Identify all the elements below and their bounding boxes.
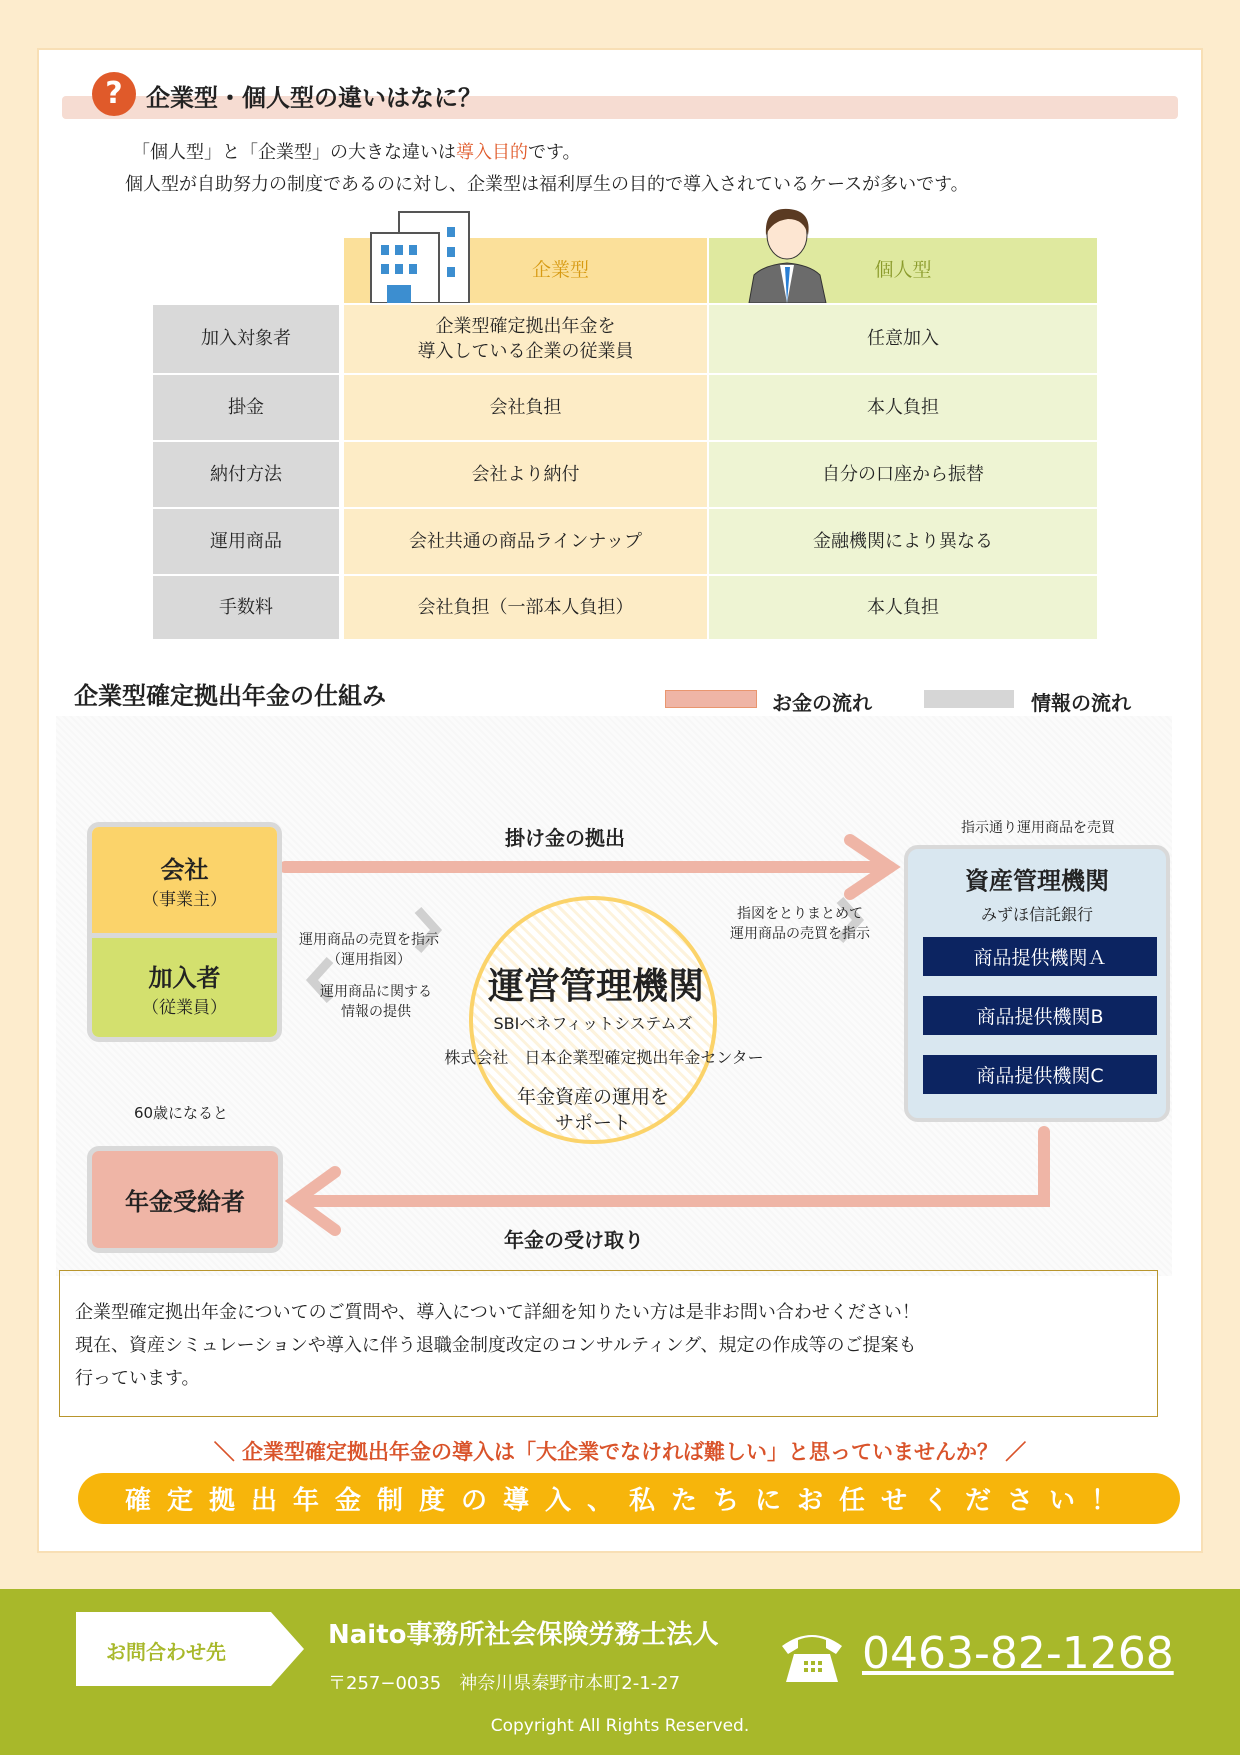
member-title: 加入者 [148, 963, 221, 992]
individual-cell: 任意加入 [709, 305, 1097, 373]
trade-note: 指示通り運用商品を売買 [961, 820, 1115, 836]
phone-number-link[interactable]: 0463-82-1268 [862, 1628, 1174, 1679]
receive-label: 年金の受け取り [504, 1228, 644, 1252]
section-heading: 企業型・個人型の違いはなに？ [146, 84, 482, 112]
company-box [92, 827, 277, 933]
pensioner-title: 年金受給者 [125, 1188, 245, 1216]
admin-org-1: SBIベネフィットシステムズ [493, 1014, 693, 1033]
asset-bank: みずほ信託銀行 [980, 905, 1094, 924]
intro-text: 「個人型」と「企業型」の大きな違いは [132, 142, 456, 163]
column-header-enterprise: 企業型 [344, 238, 707, 303]
individual-cell: 自分の口座から振替 [709, 442, 1097, 507]
copyright: Copyright All Rights Reserved. [490, 1716, 750, 1736]
info-label: 運用商品に関する [320, 984, 432, 1000]
contact-line: 企業型確定拠出年金についてのご質問や、導入について詳細を知りたい方は是非お問い合わせください！ [75, 1302, 920, 1323]
company-address: 〒257−0035 神奈川県秦野市本町2-1-27 [328, 1673, 681, 1694]
row-label: 掛金 [153, 375, 339, 440]
provider-a: 商品提供機関Ａ [923, 937, 1157, 976]
intro-line-2: 個人型が自助努力の制度であるのに対し、企業型は福利厚生の目的で導入されているケースが多いです。 [125, 174, 969, 195]
intro-highlight: 導入目的 [456, 142, 528, 163]
pension-arrow [295, 1132, 1044, 1201]
row-label: 納付方法 [153, 442, 339, 507]
slogan: ＼ 企業型確定拠出年金の導入は「大企業でなければ難しい」と思っていませんか？ ／ [213, 1440, 1027, 1464]
question-icon: ? [92, 72, 136, 116]
legend-money-label: お金の流れ [772, 691, 872, 715]
aggregate-label: 指図をとりまとめて [737, 906, 863, 922]
individual-cell: 本人負担 [709, 375, 1097, 440]
instruct-sub-label: （運用指図） [327, 952, 411, 968]
contact-label: お問合わせ先 [106, 1640, 226, 1664]
aggregate-sub-label: 運用商品の売買を指示 [730, 926, 870, 942]
row-label: 手数料 [153, 576, 339, 639]
admin-title: 運営管理機関 [487, 966, 705, 1007]
admin-desc-1: 年金資産の運用を [516, 1086, 670, 1108]
company-member-box [87, 822, 282, 1042]
enterprise-cell: 会社共通の商品ラインナップ [344, 509, 707, 574]
age-note: 60歳になると [133, 1104, 229, 1122]
column-header-individual: 個人型 [709, 238, 1097, 303]
legend-info-label: 情報の流れ [1031, 691, 1131, 715]
contact-line: 現在、資産シミュレーションや導入に伴う退職金制度改定のコンサルティング、規定の作成等のご提案も [75, 1335, 917, 1356]
asset-title: 資産管理機関 [965, 867, 1109, 895]
company-name: Naito事務所社会保険労務士法人 [328, 1620, 719, 1650]
row-label: 加入対象者 [153, 305, 339, 373]
company-sub: （事業主） [142, 890, 227, 910]
telephone-icon [778, 1628, 846, 1684]
enterprise-cell: 会社負担（一部本人負担） [344, 576, 707, 639]
provider-c: 商品提供機関C [923, 1055, 1157, 1094]
member-sub: （従業員） [142, 997, 227, 1018]
individual-cell: 金融機関により異なる [709, 509, 1097, 574]
intro-text: です。 [528, 142, 581, 163]
enterprise-cell: 会社より納付 [344, 442, 707, 507]
enterprise-cell: 企業型確定拠出年金を 導入している企業の従業員 [344, 305, 707, 373]
diagram-title: 企業型確定拠出年金の仕組み [74, 682, 386, 710]
admin-desc-2: サポート [554, 1112, 632, 1134]
pensioner-box [87, 1146, 283, 1253]
contact-message [59, 1270, 1158, 1417]
cta-banner: 確定拠出年金制度の導入、私たちにお任せください！ [78, 1473, 1180, 1524]
row-label: 運用商品 [153, 509, 339, 574]
contact-line: 行っています。 [75, 1368, 200, 1389]
info-sub-label: 情報の提供 [341, 1004, 411, 1020]
enterprise-cell: 会社負担 [344, 375, 707, 440]
provider-b: 商品提供機関B [923, 996, 1157, 1035]
contribution-label: 掛け金の拠出 [505, 826, 625, 850]
company-title: 会社 [160, 856, 209, 884]
member-box [92, 938, 277, 1037]
individual-cell: 本人負担 [709, 576, 1097, 639]
admin-org-2: 株式会社 日本企業型確定拠出年金センター [444, 1048, 764, 1067]
instruct-label: 運用商品の売買を指示 [299, 932, 439, 948]
